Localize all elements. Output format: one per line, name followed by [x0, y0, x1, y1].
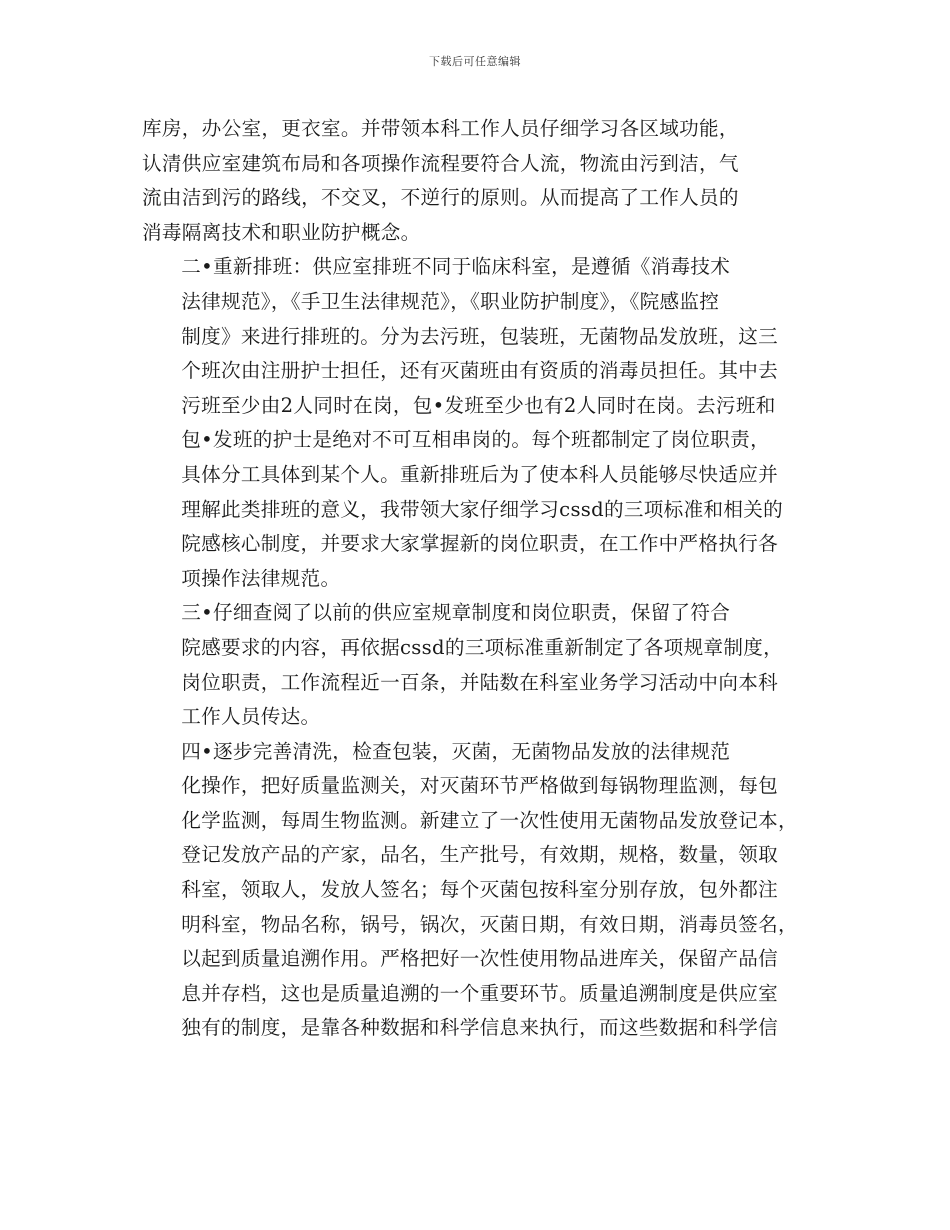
paragraph-section-3-regulations: 三•仔细查阅了以前的供应室规章制度和岗位职责，保留了符合 院感要求的内容，再依据cssd的三项标准重新制定了各项规章制度， 岗位职责，工作流程近一百条，并陆数在科室业务学习活动中向本科 工作人员传达。 — [181, 601, 784, 729]
paragraph-continuation: 库房，办公室，更衣室。并带领本科工作人员仔细学习各区域功能， 认清供应室建筑布局和各项操作流程要符合人流，物流由污到洁，气 流由洁到污的路线，不交叉，不逆行的原则。从而提高了工作人员的 消毒隔离技术和职业防护概念。 — [142, 117, 739, 244]
paragraph-section-4-operations: 四•逐步完善清洗，检查包装，灭菌，无菌物品发放的法律规范 化操作，把好质量监测关，对灭菌环节严格做到每锅物理监测，每包 化学监测，每周生物监测。新建立了一次性使用无菌物品发放登记本， 登记发放产品的产家，品名，生产批号，有效期，规格，数量，领取 科室，领取人，发放人签名；每个灭菌包按科室分别存放，包外都注 明科室，物品名称，锅号，锅次，灭菌日期，有效日期，消毒员签名， 以起到质量追溯作用。严格把好一次性使用物品进库关，保留产品信 息并存档，这也是质量追溯的一个重要环节。质量追溯制度是供应室 独有的制度，是靠各种数据和科学信息来执行，而这些数据和科学信 — [181, 739, 798, 1040]
paragraph-section-2-rescheduling: 二•重新排班：供应室排班不同于临床科室，是遵循《消毒技术 法律规范》，《手卫生法律规范》，《职业防护制度》，《院感监控 制度》来进行排班的。分为去污班，包装班，无菌物品发放班，这三 个班次由注册护士担任，还有灭菌班由有资质的消毒员担任。其中去 污班至少由2人同时在岗，包•发班至少也有2人同时在岗。去污班和 包•发班的护士是绝对不可互相串岗的。每个班都制定了岗位职责， 具体分工具体到某个人。重新排班后为了使本科人员能够尽快适应并 理解此类排班的意义，我带领大家仔细学习cssd的三项标准和相关的 院感核心制度，并要求大家掌握新的岗位职责，在工作中严格执行各 项操作法律规范。 — [181, 255, 784, 590]
page-header-note: 下载后可任意编辑 — [429, 55, 521, 68]
document-body — [142, 112, 810, 1046]
